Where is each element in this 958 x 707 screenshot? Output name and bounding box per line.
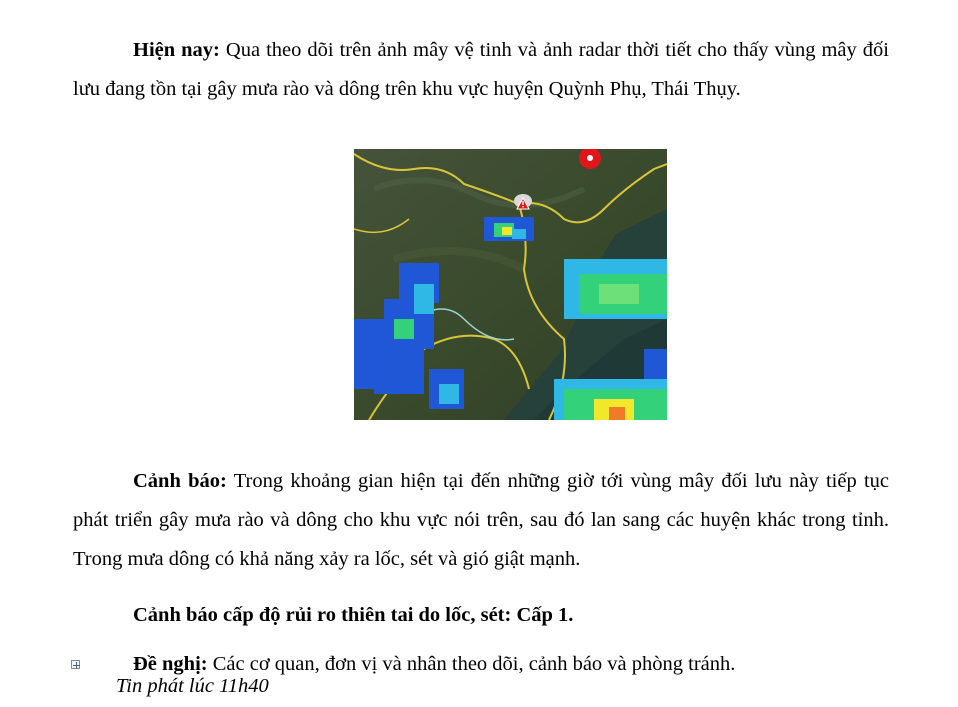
satellite-radar-map xyxy=(354,149,667,420)
text-recommendation: Các cơ quan, đơn vị và nhân theo dõi, cảnh báo và phòng tránh. xyxy=(207,652,736,675)
label-recommendation: Đề nghị: xyxy=(133,652,208,675)
risk-level-statement: Cảnh báo cấp độ rủi ro thiên tai do lốc, sét: Cấp 1. xyxy=(133,603,574,626)
radar-echo-north xyxy=(484,217,534,241)
paragraph-current-situation xyxy=(73,31,889,109)
label-current: Hiện nay: xyxy=(133,38,220,61)
paragraph-warning xyxy=(73,462,889,579)
table-move-handle-icon[interactable] xyxy=(71,660,80,669)
issued-time: Tin phát lúc 11h40 xyxy=(116,675,269,697)
text-warning: Trong khoảng gian hiện tại đến những giờ tới vùng mây đối lưu này tiếp tục phát triển gây mưa rào và dông cho khu vực nói trên, sau đó lan sang các huyện khác trong tỉnh. Trong mưa dông có khả năng xảy ra lốc, sét và gió giật mạnh. xyxy=(73,469,889,570)
label-warning: Cảnh báo: xyxy=(133,469,227,492)
text-current: Qua theo dõi trên ảnh mây vệ tinh và ảnh radar thời tiết cho thấy vùng mây đối lưu đang tồn tại gây mưa rào và dông trên khu vực huyện Quỳnh Phụ, Thái Thụy. xyxy=(73,38,889,100)
